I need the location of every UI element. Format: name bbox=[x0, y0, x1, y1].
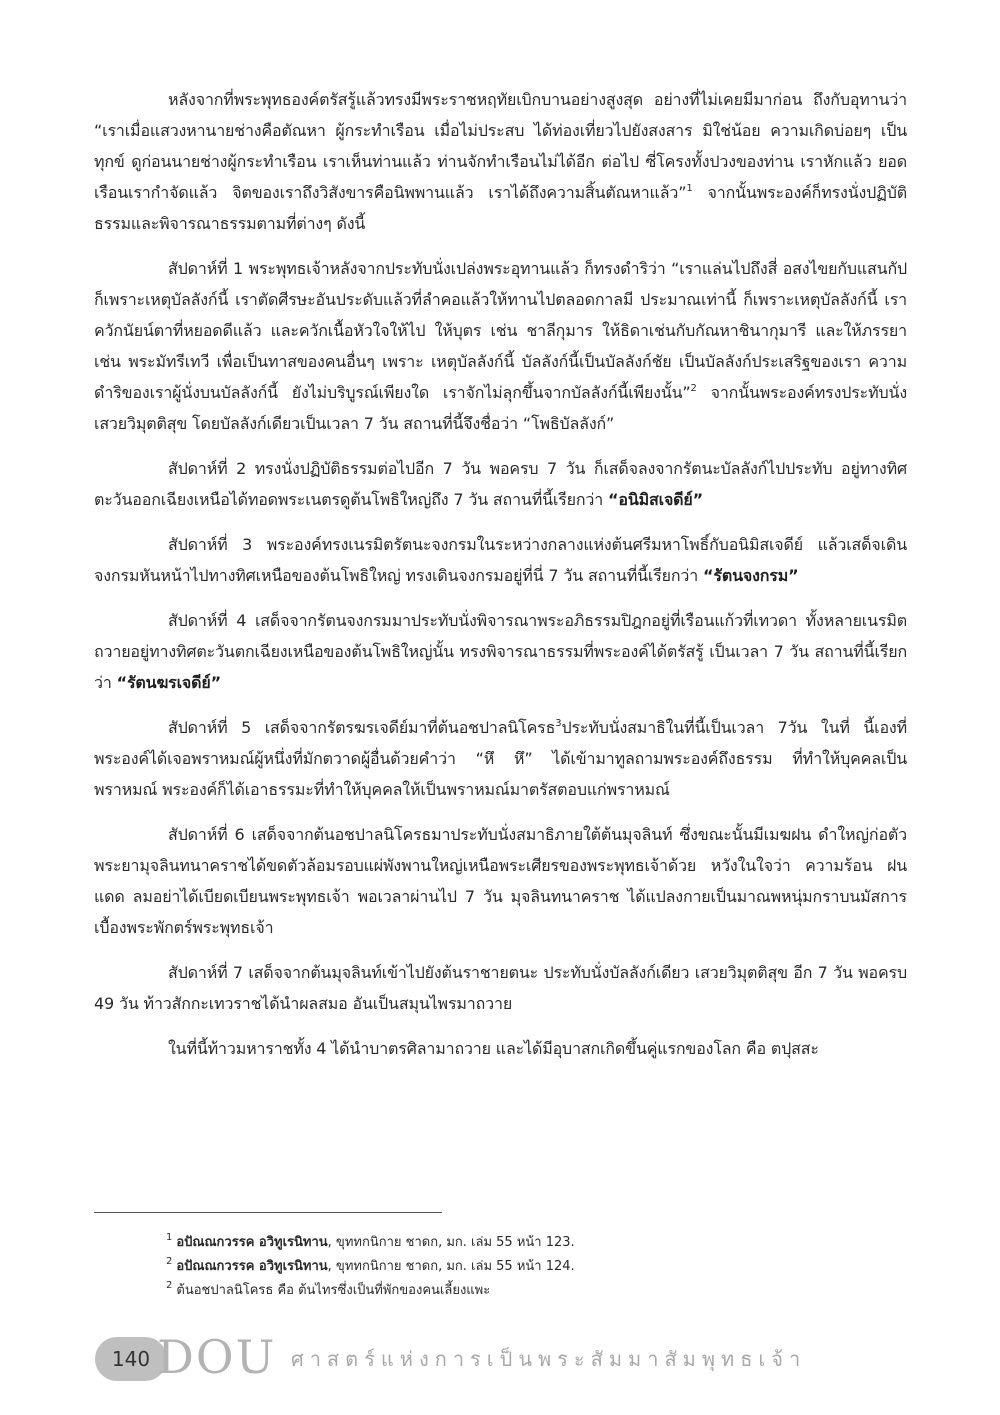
footnote-ref: 3 bbox=[555, 718, 562, 729]
paragraph bbox=[94, 84, 907, 239]
dou-logo: DOU bbox=[157, 1330, 277, 1384]
body-text bbox=[94, 84, 907, 1078]
footnote-source-title: อปัณณกวรรค อวิทูเรนิทาน bbox=[176, 1235, 328, 1250]
footnote bbox=[166, 1231, 866, 1255]
paragraph bbox=[94, 605, 907, 698]
paragraph-text: สัปดาห์ที่ 6 เสด็จจากต้นอชปาลนิโครธมาประทับนั่งสมาธิภายใต้ต้นมุจลินท์ ซึ่งขณะนั้นมีเมฆฝน ดำใหญ่ก่อตัว พระยามุจลินทนาคราชได้ขดตัวล้อมรอบแผ่พังพานใหญ่เหนือพระเศียรของพระพุทธเจ้าด้วย หวังในใจว่า ความร้อน ฝน แดด ลมอย่าได้เบียดเบียนพระพุทธเจ้า พอเวลาผ่านไป 7 วัน มุจลินทนาคราช ได้แปลงกายเป็นมาณพหนุ่มกราบนมัสการเบื้องพระพักตร์พระพุทธเจ้า bbox=[94, 825, 907, 937]
paragraph-text: จากนั้นพระองค์ก็ทรงนั่งปฏิบัติธรรมและพิจารณาธรรมตามที่ต่างๆ ดังนี้ bbox=[94, 183, 908, 233]
paragraph-text: สัปดาห์ที่ 4 เสด็จจากรัตนจงกรมมาประทับนั่งพิจารณาพระอภิธรรมปิฎกอยู่ที่เรือนแก้วที่เทวดา ทั้งหลายเนรมิตถวายอยู่ทางทิศตะวันตกเฉียงเหนือของต้นโพธิใหญ่นั้น ทรงพิจารณาธรรมที่พระองค์ได้ตรัสรู้ เป็นเวลา 7 วัน สถานที่นี้เรียกว่า bbox=[94, 611, 907, 692]
footnote-ref: 2 bbox=[690, 383, 697, 394]
footnote-number: 2 bbox=[166, 1280, 173, 1291]
footnote-divider bbox=[94, 1212, 442, 1213]
footnote bbox=[166, 1255, 866, 1279]
place-name: “รัตนฆรเจดีย์” bbox=[116, 673, 221, 692]
paragraph-text: สัปดาห์ที่ 7 เสด็จจากต้นมุจลินท์เข้าไปยังต้นราชายตนะ ประทับนั่งบัลลังก์เดียว เสวยวิมุตติสุข อีก 7 วัน พอครบ 49 วัน ท้าวสักกะเทวราชได้นำผลสมอ อันเป็นสมุนไพรมาถวาย bbox=[94, 963, 907, 1013]
paragraph bbox=[94, 712, 907, 805]
footnotes bbox=[166, 1231, 866, 1303]
footnote-text: ต้นอชปาลนิโครธ คือ ต้นไทรซึ่งเป็นที่พักของคนเลี้ยงแพะ bbox=[176, 1283, 491, 1298]
footnote-number: 1 bbox=[166, 1232, 173, 1243]
paragraph bbox=[94, 957, 907, 1019]
footnote-number: 2 bbox=[166, 1256, 173, 1267]
paragraph-text: สัปดาห์ที่ 2 ทรงนั่งปฏิบัติธรรมต่อไปอีก 7 วัน พอครบ 7 วัน ก็เสด็จลงจากรัตนะบัลลังก์ไปประทับ อยู่ทางทิศตะวันออกเฉียงเหนือได้ทอดพระเนตรดูต้นโพธิใหญ่ถึง 7 วัน สถานที่นี้เรียกว่า bbox=[94, 459, 907, 509]
paragraph-text: หลังจากที่พระพุทธองค์ตรัสรู้แล้วทรงมีพระราชหฤทัยเบิกบานอย่างสูงสุด อย่างที่ไม่เคยมีมาก่อน ถึงกับอุทานว่า “เราเมื่อแสวงหานายช่างคือตัณหา ผู้กระทำเรือน เมื่อไม่ประสบ ได้ท่องเที่ยวไปยังสงสาร มิใช่น้อย ความเกิดบ่อยๆ เป็นทุกข์ ดูก่อนนายช่างผู้กระทำเรือน เราเห็นท่านแล้ว ท่านจักทำเรือนไม่ได้อีก ต่อไป ซี่โครงทั้งปวงของท่าน เราหักแล้ว ยอดเรือนเรากำจัดแล้ว จิตของเราถึงวิสังขารคือนิพพานแล้ว เราได้ถึงความสิ้นตัณหาแล้ว” bbox=[94, 90, 907, 202]
paragraph-text: สัปดาห์ที่ 5 เสด็จจากรัตรฆรเจดีย์มาที่ต้นอชปาลนิโครธ bbox=[168, 718, 556, 737]
paragraph bbox=[94, 1033, 907, 1064]
page-footer bbox=[95, 1332, 955, 1386]
place-name: “อนิมิสเจดีย์” bbox=[608, 490, 704, 509]
paragraph-text: ประทับนั่งสมาธิในที่นี้เป็นเวลา 7วัน ในที่ นี้เองที่พระองค์ได้เจอพราหมณ์ผู้หนึ่งที่มักตวาดผู้อื่นด้วยคำว่า “หึ หึ” ได้เข้ามาทูลถามพระองค์ถึงธรรม ที่ทำให้บุคคลเป็นพราหมณ์ พระองค์ก็ได้เอาธรรมะที่ทำให้บุคคลให้เป็นพราหมณ์มาตรัสตอบแก่พราหมณ์ bbox=[94, 718, 907, 799]
paragraph-text: ในที่นี้ท้าวมหาราชทั้ง 4 ได้นำบาตรศิลามาถวาย และได้มีอุบาสกเกิดขึ้นคู่แรกของโลก คือ ตปุสสะ bbox=[168, 1039, 819, 1058]
footnote-text: , ขุททกนิกาย ชาดก, มก. เล่ม 55 หน้า 123. bbox=[327, 1235, 575, 1250]
course-title: ศาสตร์แห่งการเป็นพระสัมมาสัมพุทธเจ้า bbox=[291, 1347, 807, 1371]
paragraph bbox=[94, 253, 907, 439]
paragraph-text: จากนั้นพระองค์ทรงประทับนั่งเสวยวิมุตติสุข โดยบัลลังก์เดียวเป็นเวลา 7 วัน สถานที่นี้จึงชื่อว่า “โพธิบัลลังก์” bbox=[94, 383, 907, 433]
paragraph bbox=[94, 529, 907, 591]
footnote-source-title: อปัณณกวรรค อวิทูเรนิทาน bbox=[176, 1259, 328, 1274]
paragraph-text: สัปดาห์ที่ 1 พระพุทธเจ้าหลังจากประทับนั่งเปล่งพระอุทานแล้ว ก็ทรงดำริว่า “เราแล่นไปถึงสี่ อสงไขยกับแสนกัป ก็เพราะเหตุบัลลังก์นี้ เราตัดศีรษะอันประดับแล้วที่ลำคอแล้วให้ทานไปตลอดกาลมี ประมาณเท่านี้ ก็เพราะเหตุบัลลังก์นี้ เราควักนัยน์ตาที่หยอดดีแล้ว และควักเนื้อหัวใจให้ไป ให้บุตร เช่น ชาลีกุมาร ให้ธิดาเช่นกับกัณหาชินากุมารี และให้ภรรยา เช่น พระมัทรีเทวี เพื่อเป็นทาสของคนอื่นๆ เพราะ เหตุบัลลังก์นี้ บัลลังก์นี้เป็นบัลลังก์ชัย เป็นบัลลังก์ประเสริฐของเรา ความดำริของเราผู้นั่งบนบัลลังก์นี้ ยังไม่บริบูรณ์เพียงใด เราจักไม่ลุกขึ้นจากบัลลังก์นี้เพียงนั้น” bbox=[94, 259, 907, 402]
place-name: “รัตนจงกรม” bbox=[703, 566, 799, 585]
paragraph bbox=[94, 453, 907, 515]
footnote bbox=[166, 1279, 866, 1303]
paragraph-text: สัปดาห์ที่ 3 พระองค์ทรงเนรมิตรัตนะจงกรมในระหว่างกลางแห่งต้นศรีมหาโพธิ์กับอนิมิสเจดีย์ แล้วเสด็จเดินจงกรมหันหน้าไปทางทิศเหนือของต้นโพธิใหญ่ ทรงเดินจงกรมอยู่ที่นี่ 7 วัน สถานที่นี้เรียกว่า bbox=[94, 535, 907, 585]
paragraph bbox=[94, 819, 907, 943]
footnote-text: , ขุททกนิกาย ชาดก, มก. เล่ม 55 หน้า 124. bbox=[327, 1259, 575, 1274]
footnote-ref: 1 bbox=[686, 183, 693, 194]
page-number: 140 bbox=[95, 1337, 167, 1381]
